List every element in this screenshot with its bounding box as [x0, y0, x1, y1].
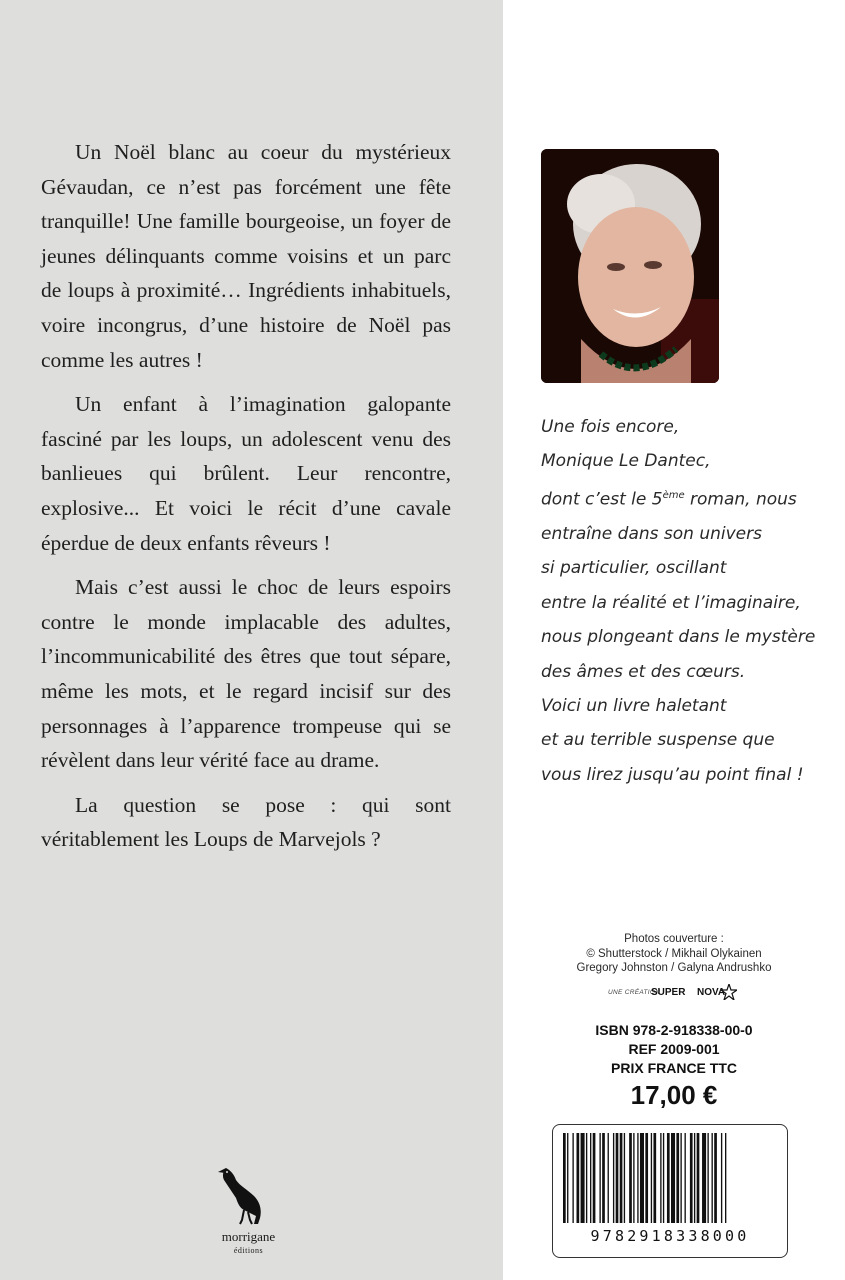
barcode-bar	[694, 1133, 695, 1223]
barcode-bar	[613, 1133, 614, 1223]
barcode-bar	[707, 1133, 708, 1223]
blurb-line: des âmes et des cœurs.	[541, 661, 746, 682]
barcode-bar	[663, 1133, 664, 1223]
supernova-prefix: UNE CRÉATION	[608, 989, 661, 996]
ordinal-suffix: ème	[662, 489, 685, 501]
barcode-bar	[725, 1133, 726, 1223]
book-info	[503, 1021, 845, 1078]
barcode	[552, 1124, 788, 1258]
photo-credits	[503, 932, 845, 976]
synopsis-paragraph: Un Noël blanc au coeur du mystérieux Gévaudan, ce n’est pas forcément une fête tranquille! Une famille bourgeoise, un foyer de jeunes délinquants comme voisins et un parc de loups à proximité… Ingrédients inhabituels, voire incongrus, d’une histoire de Noël pas comme les autres !	[41, 140, 451, 372]
barcode-bar	[680, 1133, 681, 1223]
barcode-bars	[553, 1125, 787, 1225]
barcode-bar	[721, 1133, 722, 1223]
barcode-bar	[572, 1133, 573, 1223]
star-icon	[721, 984, 737, 1000]
blurb-line: vous lirez jusqu’au point final !	[541, 764, 804, 785]
barcode-bar	[633, 1133, 634, 1223]
author-portrait-image	[541, 149, 719, 383]
barcode-bar	[714, 1133, 717, 1223]
barcode-bar	[697, 1133, 700, 1223]
author-blurb	[541, 410, 831, 792]
barcode-bar	[608, 1133, 609, 1223]
price-label: PRIX FRANCE TTC	[611, 1060, 737, 1076]
credits-line: Photos couverture :	[624, 933, 724, 945]
barcode-bar	[602, 1133, 605, 1223]
blurb-text: dont c’est le 5	[541, 489, 663, 510]
barcode-bar	[676, 1133, 679, 1223]
barcode-bar	[567, 1133, 568, 1223]
crow-icon	[196, 1158, 301, 1230]
blurb-line: nous plongeant dans le mystère	[541, 627, 816, 648]
barcode-bar	[651, 1133, 652, 1223]
blurb-line: Une fois encore,	[541, 417, 680, 437]
reference-number: REF 2009-001	[628, 1041, 720, 1057]
barcode-bar	[593, 1133, 596, 1223]
barcode-bar	[660, 1133, 661, 1223]
price-value: 17,00 €	[630, 1080, 718, 1110]
blurb-line: si particulier, oscillant	[541, 558, 727, 579]
barcode-bar	[653, 1133, 656, 1223]
synopsis-paragraph: Mais c’est aussi le choc de leurs espoirs contre le monde implacable des adultes, l’incommunicabilité des êtres que tout sépare, même les mots, et le regard incisif sur des personnages à l’apparence trompeuse qui se révèlent dans leur vérité face au drame.	[41, 575, 451, 773]
synopsis-paragraph: Un enfant à l’imagination galopante fasciné par les loups, un adolescent venu des banlieues qui brûlent. Leur rencontre, explosive... Et voici le récit d’une cavale éperdue de deux enfants rêveurs !	[41, 392, 451, 555]
barcode-bar	[640, 1133, 644, 1223]
supernova-logo	[608, 984, 733, 1004]
credits-line: © Shutterstock / Mikhail Olykainen	[586, 947, 762, 960]
blurb-line: entraîne dans son univers	[541, 523, 762, 544]
isbn-number: ISBN 978-2-918338-00-0	[595, 1022, 753, 1038]
barcode-bar	[645, 1133, 648, 1223]
blurb-line	[541, 479, 831, 517]
barcode-bar	[590, 1133, 591, 1223]
publisher-logo	[196, 1158, 301, 1268]
barcode-bar	[616, 1133, 619, 1223]
barcode-bar	[671, 1133, 675, 1223]
barcode-bar	[581, 1133, 585, 1223]
credits-line: Gregory Johnston / Galyna Andrushko	[576, 962, 772, 974]
barcode-bar	[702, 1133, 706, 1223]
blurb-line: et au terrible suspense que	[541, 730, 775, 751]
barcode-bar	[712, 1133, 713, 1223]
barcode-bar	[667, 1133, 670, 1223]
blurb-line: Voici un livre haletant	[541, 695, 727, 716]
barcode-bar	[599, 1133, 600, 1223]
barcode-bar	[629, 1133, 632, 1223]
barcode-bar	[690, 1133, 693, 1223]
synopsis-paragraph: La question se pose : qui sont véritablement les Loups de Marvejols ?	[41, 792, 451, 852]
barcode-bar	[620, 1133, 623, 1223]
synopsis-text	[41, 135, 451, 867]
barcode-bar	[577, 1133, 580, 1223]
blurb-text: roman, nous	[684, 489, 797, 510]
blurb-line: Monique Le Dantec,	[541, 451, 711, 472]
barcode-bar	[685, 1133, 686, 1223]
barcode-bar	[637, 1133, 638, 1223]
barcode-bar	[624, 1133, 625, 1223]
supernova-brand: SUPER	[651, 987, 686, 998]
barcode-bar	[563, 1133, 566, 1223]
author-photo	[541, 149, 719, 383]
publisher-name: morrigane	[221, 1229, 276, 1244]
barcode-digits: 9782918338000	[590, 1227, 750, 1245]
supernova-brand-suffix: NOVA	[697, 987, 726, 998]
barcode-bar	[586, 1133, 587, 1223]
publisher-subtitle: éditions	[233, 1246, 264, 1255]
blurb-line: entre la réalité et l’imaginaire,	[541, 592, 801, 613]
